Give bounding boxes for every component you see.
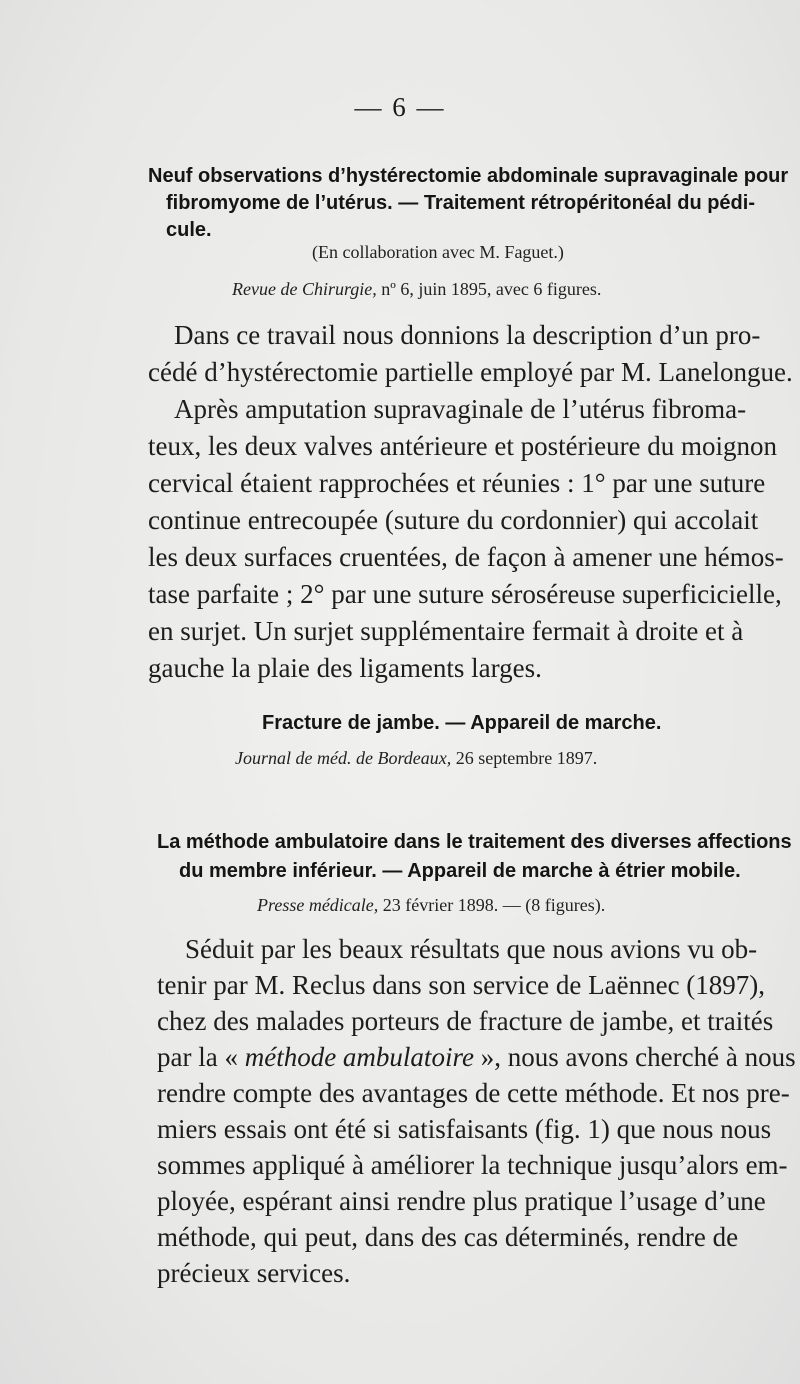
paragraph-line: les deux surfaces cruentées, de façon à amener une hémos- [148,542,784,572]
paragraph-line: précieux services. [157,1258,351,1288]
paragraph-line [157,1042,796,1073]
section-3-title-line: du membre inférieur. — Appareil de marche à étrier mobile. [179,860,741,882]
section-1-paragraph [148,320,793,683]
line-text: », nous avons cherché à nous [473,1042,796,1072]
section-1-title-line: fibromyome de l’utérus. — Traitement rétropéritonéal du pédi- [166,192,755,214]
section-2-title: Fracture de jambe. — Appareil de marche. [262,712,662,734]
paragraph-line: continue entrecoupée (suture du cordonnier) qui accolait [148,505,759,535]
paragraph-line: Après amputation supravaginale de l’utérus fibroma- [174,394,747,424]
line-text: par la « [157,1042,245,1072]
section-3-source [257,895,605,916]
paragraph-line: cervical étaient rapprochées et réunies : 1° par une suture [148,468,766,498]
paragraph-line: tase parfaite ; 2° par une suture séroséreuse superficicielle, [148,579,782,609]
section-1-collaboration: (En collaboration avec M. Faguet.) [312,242,564,262]
section-3-journal: Presse médicale, [257,895,379,915]
paragraph-line: rendre compte des avantages de cette méthode. Et nos pre- [157,1078,790,1108]
paragraph-line: sommes appliqué à améliorer la technique jusqu’alors em- [157,1150,788,1180]
paragraph-line: en surjet. Un surjet supplémentaire fermait à droite et à [148,616,744,646]
paragraph-line: miers essais ont été si satisfaisants (fig. 1) que nous nous [157,1114,772,1144]
paragraph-line: Séduit par les beaux résultats que nous avions vu ob- [185,934,758,964]
method-name: méthode ambulatoire [244,1042,474,1072]
section-1-source [232,279,601,300]
section-1-journal: Revue de Chirurgie, [232,279,377,299]
paragraph-line: teux, les deux valves antérieure et postérieure du moignon [148,431,778,461]
section-2-source-details: 26 septembre 1897. [451,748,598,768]
section-3-paragraph [157,934,796,1314]
paragraph-line: méthode, qui peut, dans des cas déterminés, rendre de [157,1222,739,1252]
section-3-source-details: 23 février 1898. — (8 figures). [378,895,606,915]
page-number: — 6 — [354,92,446,122]
section-2-source [235,748,597,769]
paragraph-line: tenir par M. Reclus dans son service de Laënnec (1897), [157,970,766,1000]
paragraph-line: chez des malades porteurs de fracture de jambe, et traités [157,1006,774,1036]
paragraph-line: gauche la plaie des ligaments larges. [148,653,542,683]
paragraph-line: cédé d’hystérectomie partielle employé par M. Lanelongue. [148,357,793,387]
section-3-title [157,828,792,886]
section-1-source-details: nº 6, juin 1895, avec 6 figures. [376,279,602,299]
section-2-journal: Journal de méd. de Bordeaux, [235,748,452,768]
paragraph-line: ployée, espérant ainsi rendre plus pratique l’usage d’une [157,1186,766,1216]
paragraph-line: Dans ce travail nous donnions la description d’un pro- [174,320,761,350]
section-1-title-line: Neuf observations d’hystérectomie abdominale supravaginale pour [148,165,789,187]
section-1-title-line: cule. [166,219,212,241]
section-1-title [148,163,788,244]
section-3-title-line: La méthode ambulatoire dans le traitement des diverses affections [157,831,792,853]
